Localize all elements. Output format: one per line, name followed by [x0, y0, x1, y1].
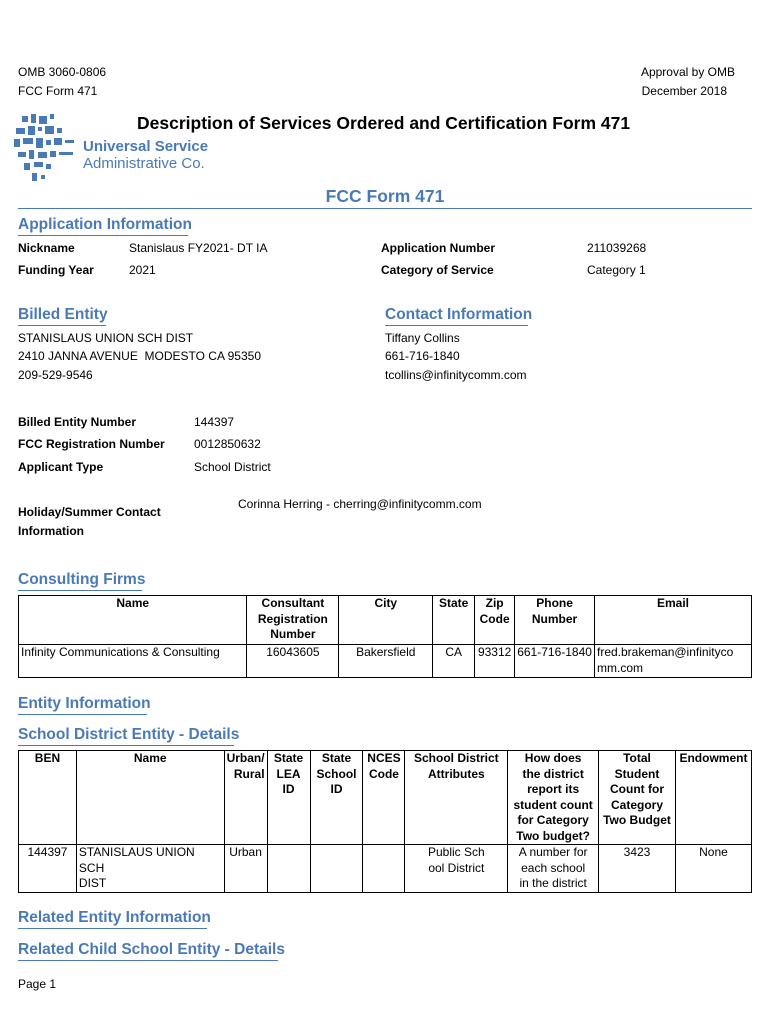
contact-rule — [385, 325, 528, 326]
application-rule — [18, 235, 188, 236]
col-endowment: Endowment — [675, 751, 751, 845]
entity-name: STANISLAUS UNION SCH DIST — [76, 845, 224, 893]
consulting-header-row — [19, 596, 752, 645]
billed-entity-rule — [18, 325, 106, 326]
consultant-name: Infinity Communications & Consulting — [19, 645, 247, 678]
col-state-lea-id: State LEA ID — [267, 751, 310, 845]
consultant-reg-number: 16043605 — [247, 645, 339, 678]
heading-rule — [18, 208, 752, 209]
nickname-label: Nickname — [18, 241, 75, 255]
table-row — [19, 645, 752, 678]
related-child-school-rule — [18, 960, 278, 961]
logo-text-line2: Administrative Co. — [83, 155, 205, 172]
holiday-contact-value: Corinna Herring - cherring@infinitycomm.com — [238, 497, 482, 511]
col-ben: BEN — [19, 751, 77, 845]
contact-section-title: Contact Information — [385, 306, 533, 323]
school-district-subtitle: School District Entity - Details — [18, 726, 240, 743]
applicant-type-label: Applicant Type — [18, 460, 104, 474]
related-child-school-title: Related Child School Entity - Details — [18, 941, 285, 958]
consulting-firms-table — [18, 595, 752, 678]
school-district-rule — [18, 745, 234, 746]
entity-total-student-count: 3423 — [599, 845, 676, 893]
logo-text-line1: Universal Service — [83, 138, 209, 155]
col-state-school-id: State School ID — [310, 751, 363, 845]
applicant-type-value: School District — [194, 460, 271, 474]
col-district-attributes: School District Attributes — [405, 751, 508, 845]
entity-state-lea-id — [267, 845, 310, 893]
page-title: Description of Services Ordered and Certification Form 471 — [137, 113, 631, 133]
entity-ben: 144397 — [19, 845, 77, 893]
col-zip: Zip Code — [475, 596, 515, 645]
form-number: FCC Form 471 — [18, 84, 98, 98]
consulting-rule — [18, 590, 142, 591]
col-report-student-count: How does the district report its student count for Category Two budget? — [508, 751, 599, 845]
col-total-student-count: Total Student Count for Category Two Budget — [599, 751, 676, 845]
contact-name: Tiffany Collins — [385, 331, 460, 345]
entity-state-school-id — [310, 845, 363, 893]
consultant-city: Bakersfield — [339, 645, 433, 678]
page-number: Page 1 — [18, 977, 57, 991]
col-entity-name: Name — [76, 751, 224, 845]
related-entity-rule — [18, 928, 207, 929]
related-entity-title: Related Entity Information — [18, 909, 211, 926]
application-section-title: Application Information — [18, 216, 192, 233]
col-phone: Phone Number — [515, 596, 595, 645]
entity-urban-rural: Urban — [224, 845, 267, 893]
school-district-table — [18, 750, 752, 893]
omb-approval: Approval by OMB — [640, 65, 735, 79]
ben-value: 144397 — [194, 415, 235, 429]
nickname-value: Stanislaus FY2021- DT IA — [129, 241, 268, 255]
billed-entity-section-title: Billed Entity — [18, 306, 108, 323]
consulting-section-title: Consulting Firms — [18, 571, 146, 588]
application-number-value: 211039268 — [587, 241, 647, 255]
col-nces-code: NCES Code — [363, 751, 405, 845]
entity-endowment: None — [675, 845, 751, 893]
col-name: Name — [19, 596, 247, 645]
ben-label: Billed Entity Number — [18, 415, 137, 429]
entity-section-title: Entity Information — [18, 695, 151, 712]
consultant-zip: 93312 — [475, 645, 515, 678]
consultant-email: fred.brakeman@infinityco mm.com — [595, 645, 752, 678]
col-urban-rural: Urban/ Rural — [224, 751, 267, 845]
omb-number: OMB 3060-0806 — [18, 65, 107, 79]
consultant-state: CA — [433, 645, 475, 678]
contact-email[interactable]: tcollins@infinitycomm.com — [385, 368, 527, 382]
entity-report-method: A number for each school in the district — [508, 845, 599, 893]
col-city: City — [339, 596, 433, 645]
consultant-phone: 661-716-1840 — [515, 645, 595, 678]
holiday-contact-label-2: Information — [18, 524, 84, 538]
billed-entity-name: STANISLAUS UNION SCH DIST — [18, 331, 194, 345]
application-number-label: Application Number — [381, 241, 496, 255]
billed-entity-address: 2410 JANNA AVENUE MODESTO CA 95350 — [18, 349, 261, 363]
form-heading: FCC Form 471 — [325, 186, 445, 206]
entity-district-attributes: Public Sch ool District — [405, 845, 508, 893]
category-value: Category 1 — [587, 263, 646, 277]
funding-year-label: Funding Year — [18, 263, 94, 277]
col-state: State — [433, 596, 475, 645]
table-row — [19, 845, 752, 893]
funding-year-value: 2021 — [129, 263, 156, 277]
col-email: Email — [595, 596, 752, 645]
entity-nces-code — [363, 845, 405, 893]
category-label: Category of Service — [381, 263, 494, 277]
entity-rule — [18, 714, 147, 715]
billed-entity-phone: 209-529-9546 — [18, 368, 93, 382]
fcc-registration-value: 0012850632 — [194, 437, 261, 451]
entity-header-row — [19, 751, 752, 845]
fcc-registration-label: FCC Registration Number — [18, 437, 165, 451]
col-consultant-reg: Consultant Registration Number — [247, 596, 339, 645]
contact-phone: 661-716-1840 — [385, 349, 460, 363]
omb-approval-date: December 2018 — [641, 84, 727, 98]
holiday-contact-label-1: Holiday/Summer Contact — [18, 505, 161, 519]
